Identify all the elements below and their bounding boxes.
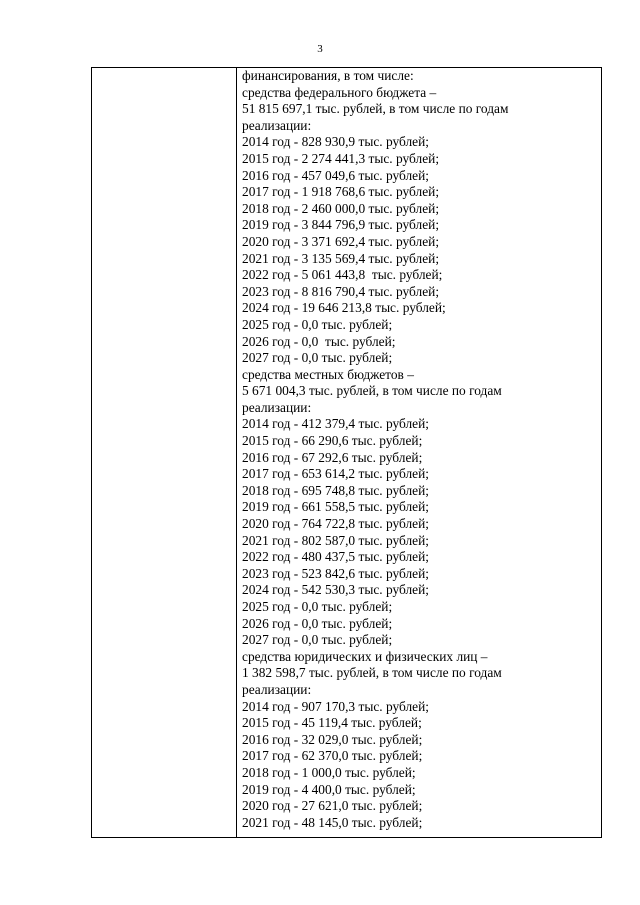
text-line: 2021 год - 802 587,0 тыс. рублей; — [242, 532, 429, 548]
text-line: средства юридических и физических лиц – — [242, 648, 488, 664]
page-number: 3 — [317, 43, 323, 55]
text-line: 2017 год - 1 918 768,6 тыс. рублей; — [242, 184, 440, 200]
text-line: 51 815 697,1 тыс. рублей, в том числе по годам — [242, 101, 509, 117]
text-line: 2024 год - 542 530,3 тыс. рублей; — [242, 582, 429, 598]
text-line: 2019 год - 4 400,0 тыс. рублей; — [242, 781, 416, 797]
text-line: реализации: — [242, 399, 312, 415]
table-left-cell — [92, 68, 237, 837]
text-line: 2017 год - 62 370,0 тыс. рублей; — [242, 748, 423, 764]
text-line: 1 382 598,7 тыс. рублей, в том числе по годам — [242, 665, 502, 681]
text-line: 2021 год - 3 135 569,4 тыс. рублей; — [242, 250, 440, 266]
text-line: 2015 год - 2 274 441,3 тыс. рублей; — [242, 150, 440, 166]
text-line: 2018 год - 2 460 000,0 тыс. рублей; — [242, 200, 440, 216]
text-line: 2014 год - 907 170,3 тыс. рублей; — [242, 698, 429, 714]
text-line: 2023 год - 8 816 790,4 тыс. рублей; — [242, 283, 440, 299]
text-line: реализации: — [242, 117, 312, 133]
text-line: 2022 год - 480 437,5 тыс. рублей; — [242, 549, 429, 565]
text-line: 2023 год - 523 842,6 тыс. рублей; — [242, 565, 429, 581]
text-line: 2016 год - 32 029,0 тыс. рублей; — [242, 731, 423, 747]
text-line: 2021 год - 48 145,0 тыс. рублей; — [242, 814, 423, 830]
text-line: средства федерального бюджета – — [242, 84, 437, 100]
text-line: 2016 год - 457 049,6 тыс. рублей; — [242, 167, 429, 183]
text-line: 2015 год - 66 290,6 тыс. рублей; — [242, 433, 423, 449]
text-line: 2018 год - 695 748,8 тыс. рублей; — [242, 482, 429, 498]
text-line: средства местных бюджетов – — [242, 366, 414, 382]
table-right-cell — [237, 68, 601, 837]
text-line: 2019 год - 661 558,5 тыс. рублей; — [242, 499, 429, 515]
text-line: 2020 год - 764 722,8 тыс. рублей; — [242, 516, 429, 532]
text-line: 2016 год - 67 292,6 тыс. рублей; — [242, 449, 423, 465]
text-line: 2020 год - 3 371 692,4 тыс. рублей; — [242, 233, 440, 249]
text-line: 2020 год - 27 621,0 тыс. рублей; — [242, 798, 423, 814]
text-line: реализации: — [242, 681, 312, 697]
text-line: 2015 год - 45 119,4 тыс. рублей; — [242, 715, 422, 731]
text-line: 2019 год - 3 844 796,9 тыс. рублей; — [242, 217, 440, 233]
funding-table — [91, 67, 602, 838]
text-line: 2014 год - 412 379,4 тыс. рублей; — [242, 416, 429, 432]
text-line: 2018 год - 1 000,0 тыс. рублей; — [242, 764, 416, 780]
text-line: финансирования, в том числе: — [242, 68, 414, 83]
text-line: 2025 год - 0,0 тыс. рублей; — [242, 599, 393, 614]
text-line: 2014 год - 828 930,9 тыс. рублей; — [242, 134, 429, 150]
text-line: 2026 год - 0,0 тыс. рублей; — [242, 333, 396, 349]
text-line: 2024 год - 19 646 213,8 тыс. рублей; — [242, 300, 446, 316]
text-line: 5 671 004,3 тыс. рублей, в том числе по годам — [242, 383, 502, 399]
text-line: 2017 год - 653 614,2 тыс. рублей; — [242, 466, 429, 482]
text-line: 2025 год - 0,0 тыс. рублей; — [242, 316, 393, 332]
text-line: 2022 год - 5 061 443,8 тыс. рублей; — [242, 267, 443, 283]
text-line: 2027 год - 0,0 тыс. рублей; — [242, 350, 393, 366]
text-line: 2027 год - 0,0 тыс. рублей; — [242, 632, 393, 648]
text-line: 2026 год - 0,0 тыс. рублей; — [242, 615, 393, 631]
